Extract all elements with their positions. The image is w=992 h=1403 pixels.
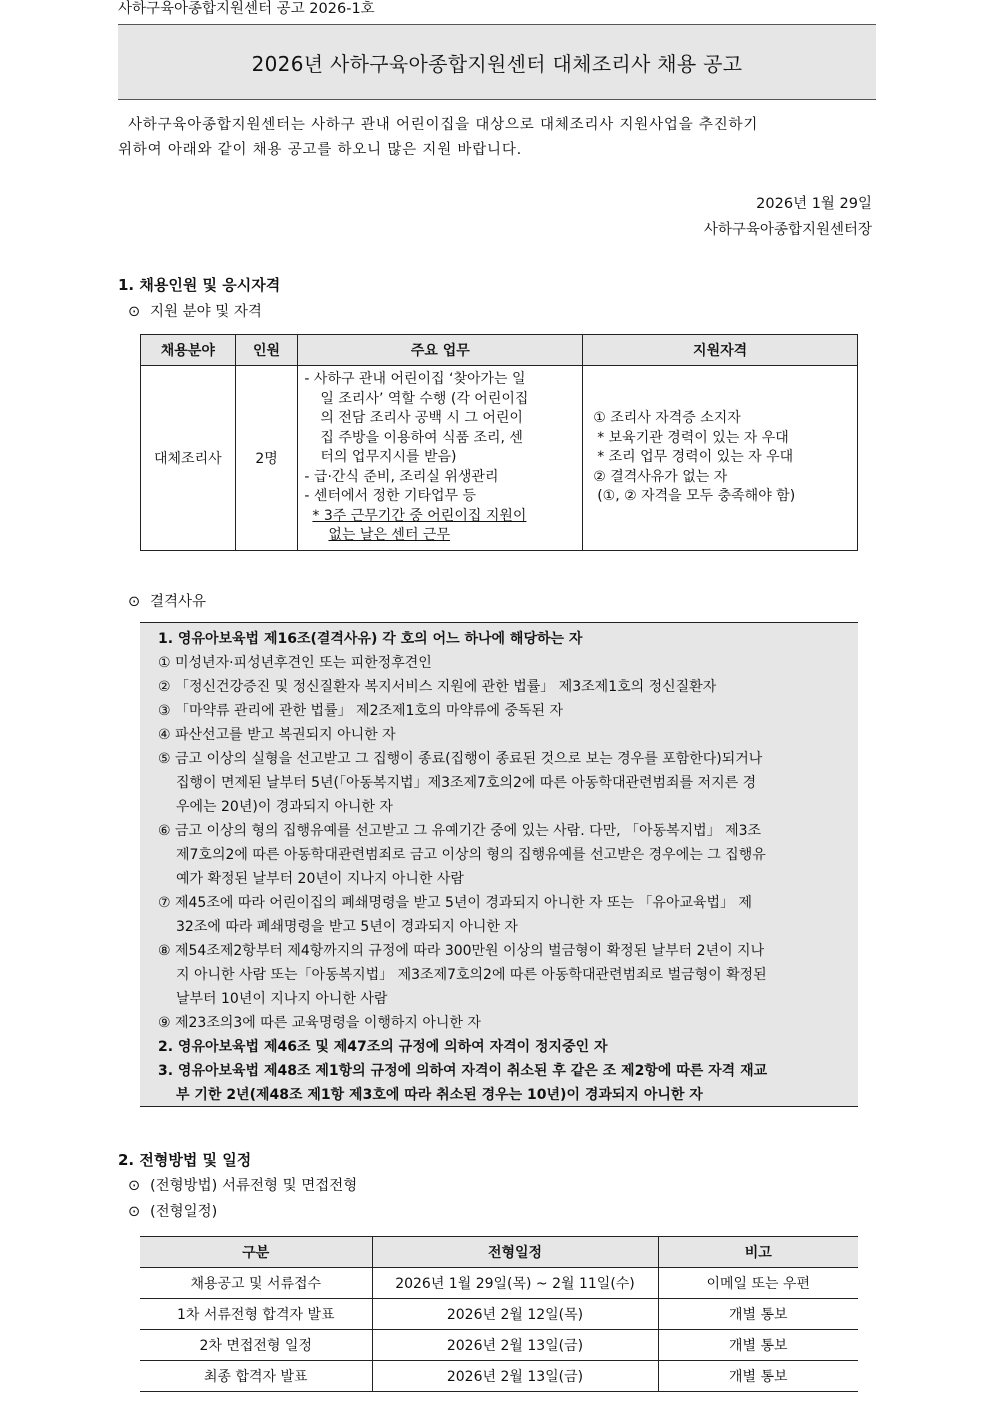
count-cell: 2명 <box>235 366 298 551</box>
note-cell: 개별 통보 <box>658 1299 858 1330</box>
document-number: 사하구육아종합지원센터 공고 2026-1호 <box>118 1 375 17</box>
category-cell: 최종 합격자 발표 <box>140 1361 372 1392</box>
note-cell: 이메일 또는 우편 <box>658 1268 858 1299</box>
disqualification-line: 우에는 20년)이 경과되지 아니한 자 <box>176 799 393 815</box>
disqualification-line: 예가 확정된 날부터 20년이 지나지 아니한 사람 <box>176 871 464 887</box>
duty-line: - 급·간식 준비, 조리실 위생관리 <box>304 468 499 485</box>
category-cell: 채용공고 및 서류접수 <box>140 1268 372 1299</box>
disqualification-line: ⑨ 제23조의3에 따른 교육명령을 이행하지 아니한 자 <box>158 1015 481 1031</box>
qual-line: * 조리 업무 경력이 있는 자 우대 <box>597 449 794 465</box>
disqualification-line: 32조에 따라 폐쇄명령을 받고 5년이 경과되지 아니한 자 <box>176 919 518 935</box>
schedule-cell: 2026년 2월 13일(금) <box>372 1361 658 1392</box>
duty-line: - 사하구 관내 어린이집 ‘찾아가는 일 <box>304 371 526 387</box>
method-label: (전형방법) 서류전형 및 면접전형 <box>150 1178 358 1194</box>
disqualification-line: 지 아니한 사람 또는「아동복지법」 제3조제7호의2에 따른 아동학대관련범죄로 벌금형이 확정된 <box>176 967 767 983</box>
section-1-sub-2 <box>128 590 206 611</box>
sub-2-label: 결격사유 <box>150 594 207 610</box>
note-cell: 개별 통보 <box>658 1330 858 1361</box>
section-2-sub-1 <box>128 1174 357 1195</box>
table-row <box>141 366 858 551</box>
disqualification-line: ⑦ 제45조에 따라 어린이집의 폐쇄명령을 받고 5년이 경과되지 아니한 자 또는 「유아교육법」 제 <box>158 895 753 911</box>
table-row <box>140 1330 858 1361</box>
category-cell: 2차 면접전형 일정 <box>140 1330 372 1361</box>
disqualification-line: ③ 「마약류 관리에 관한 법률」 제2조제1호의 마약류에 중독된 자 <box>158 703 564 719</box>
duty-line: 터의 업무지시를 받음) <box>320 449 457 465</box>
qual-line: * 보육기관 경력이 있는 자 우대 <box>597 429 789 446</box>
duty-line: 일 조리사’ 역할 수행 (각 어린이집 <box>320 390 529 407</box>
bullet-icon: ⊙ <box>128 1204 141 1220</box>
bullet-icon: ⊙ <box>128 594 141 610</box>
schedule-table <box>140 1236 858 1392</box>
announcement-date: 2026년 1월 29일 <box>756 196 872 212</box>
field-cell: 대체조리사 <box>141 366 236 551</box>
table-header-row <box>140 1237 858 1268</box>
disqualification-line: ④ 파산선고를 받고 복권되지 아니한 자 <box>158 727 396 743</box>
table-row <box>140 1268 858 1299</box>
schedule-label: (전형일정) <box>150 1204 218 1220</box>
schedule-cell: 2026년 2월 12일(목) <box>372 1299 658 1330</box>
header-count: 인원 <box>235 335 298 366</box>
duty-line: - 센터에서 정한 기타업무 등 <box>304 488 477 504</box>
quals-cell <box>583 366 858 551</box>
intro-paragraph <box>118 113 876 163</box>
disqualification-line: 부 기한 2년(제48조 제1항 제3호에 따라 취소된 경우는 10년)이 경과되지 아니한 자 <box>176 1087 703 1103</box>
disqualification-line: 2. 영유아보육법 제46조 및 제47조의 규정에 의하여 자격이 정지중인 자 <box>158 1039 608 1055</box>
title-text: 2026년 사하구육아종합지원센터 대체조리사 채용 공고 <box>251 51 743 76</box>
category-cell: 1차 서류전형 합격자 발표 <box>140 1299 372 1330</box>
section-2-heading: 2. 전형방법 및 일정 <box>118 1151 252 1169</box>
disqualification-line: 1. 영유아보육법 제16조(결격사유) 각 호의 어느 하나에 해당하는 자 <box>158 631 583 647</box>
header-schedule: 전형일정 <box>372 1237 658 1268</box>
bullet-icon: ⊙ <box>128 1178 141 1194</box>
bullet-icon: ⊙ <box>128 304 141 320</box>
intro-line-1: 사하구육아종합지원센터는 사하구 관내 어린이집을 대상으로 대체조리사 지원사업을 추진하기 <box>128 117 759 133</box>
disqualification-line: 집행이 면제된 날부터 5년(「아동복지법」제3조제7호의2에 따른 아동학대관련범죄를 저지른 경 <box>176 775 757 791</box>
section-1-sub-1 <box>128 300 262 321</box>
table-header-row <box>141 335 858 366</box>
header-quals: 지원자격 <box>583 335 858 366</box>
duty-note <box>304 526 574 546</box>
disqualification-line: ⑥ 금고 이상의 형의 집행유예를 선고받고 그 유예기간 중에 있는 사람. 다만, 「아동복지법」 제3조 <box>158 823 762 839</box>
duties-cell <box>298 366 583 551</box>
schedule-cell: 2026년 1월 29일(목) ~ 2월 11일(수) <box>372 1268 658 1299</box>
disqualification-line: 제7호의2에 따른 아동학대관련범죄로 금고 이상의 형의 집행유예를 선고받은 경우에는 그 집행유 <box>176 847 766 863</box>
qualification-table <box>140 334 858 551</box>
disqualification-line: ⑤ 금고 이상의 실형을 선고받고 그 집행이 종료(집행이 종료된 것으로 보는 경우를 포함한다)되거나 <box>158 751 763 767</box>
document-title <box>118 24 876 100</box>
table-row <box>140 1361 858 1392</box>
intro-line-2: 위하여 아래와 같이 채용 공고를 하오니 많은 지원 바랍니다. <box>118 142 523 158</box>
duty-note-text: * 3주 근무기간 중 어린이집 지원이 <box>312 507 527 524</box>
duty-line: 의 전담 조리사 공백 시 그 어린이 <box>320 410 523 426</box>
disqualification-line: 날부터 10년이 지나지 아니한 사람 <box>176 991 388 1007</box>
schedule-cell: 2026년 2월 13일(금) <box>372 1330 658 1361</box>
duty-note <box>304 507 574 527</box>
qual-line: ② 결격사유가 없는 자 <box>593 468 728 485</box>
disqualification-line: 3. 영유아보육법 제48조 제1항의 규정에 의하여 자격이 취소된 후 같은 조 제2항에 따른 자격 재교 <box>158 1063 768 1079</box>
section-2-sub-2 <box>128 1200 217 1221</box>
note-cell: 개별 통보 <box>658 1361 858 1392</box>
header-duties: 주요 업무 <box>298 335 583 366</box>
qual-line: (①, ② 자격을 모두 충족해야 함) <box>597 488 796 504</box>
disqualification-line: ② 「정신건강증진 및 정신질환자 복지서비스 지원에 관한 법률」 제3조제1호의 정신질환자 <box>158 679 717 695</box>
duty-note-text: 없는 날은 센터 근무 <box>328 527 450 543</box>
header-field: 채용분야 <box>141 335 236 366</box>
disqualification-box <box>140 622 858 1107</box>
section-1-heading: 1. 채용인원 및 응시자격 <box>118 276 281 294</box>
table-row <box>140 1299 858 1330</box>
disqualification-line: ⑧ 제54조제2항부터 제4항까지의 규정에 따라 300만원 이상의 벌금형이 확정된 날부터 2년이 지나 <box>158 943 765 959</box>
issuer: 사하구육아종합지원센터장 <box>703 222 872 238</box>
sub-1-label: 지원 분야 및 자격 <box>150 304 262 320</box>
header-note: 비고 <box>658 1237 858 1268</box>
duty-line: 집 주방을 이용하여 식품 조리, 센 <box>320 429 523 446</box>
header-category: 구분 <box>140 1237 372 1268</box>
disqualification-line: ① 미성년자·피성년후견인 또는 피한정후견인 <box>158 655 432 671</box>
qual-line: ① 조리사 자격증 소지자 <box>593 410 741 426</box>
